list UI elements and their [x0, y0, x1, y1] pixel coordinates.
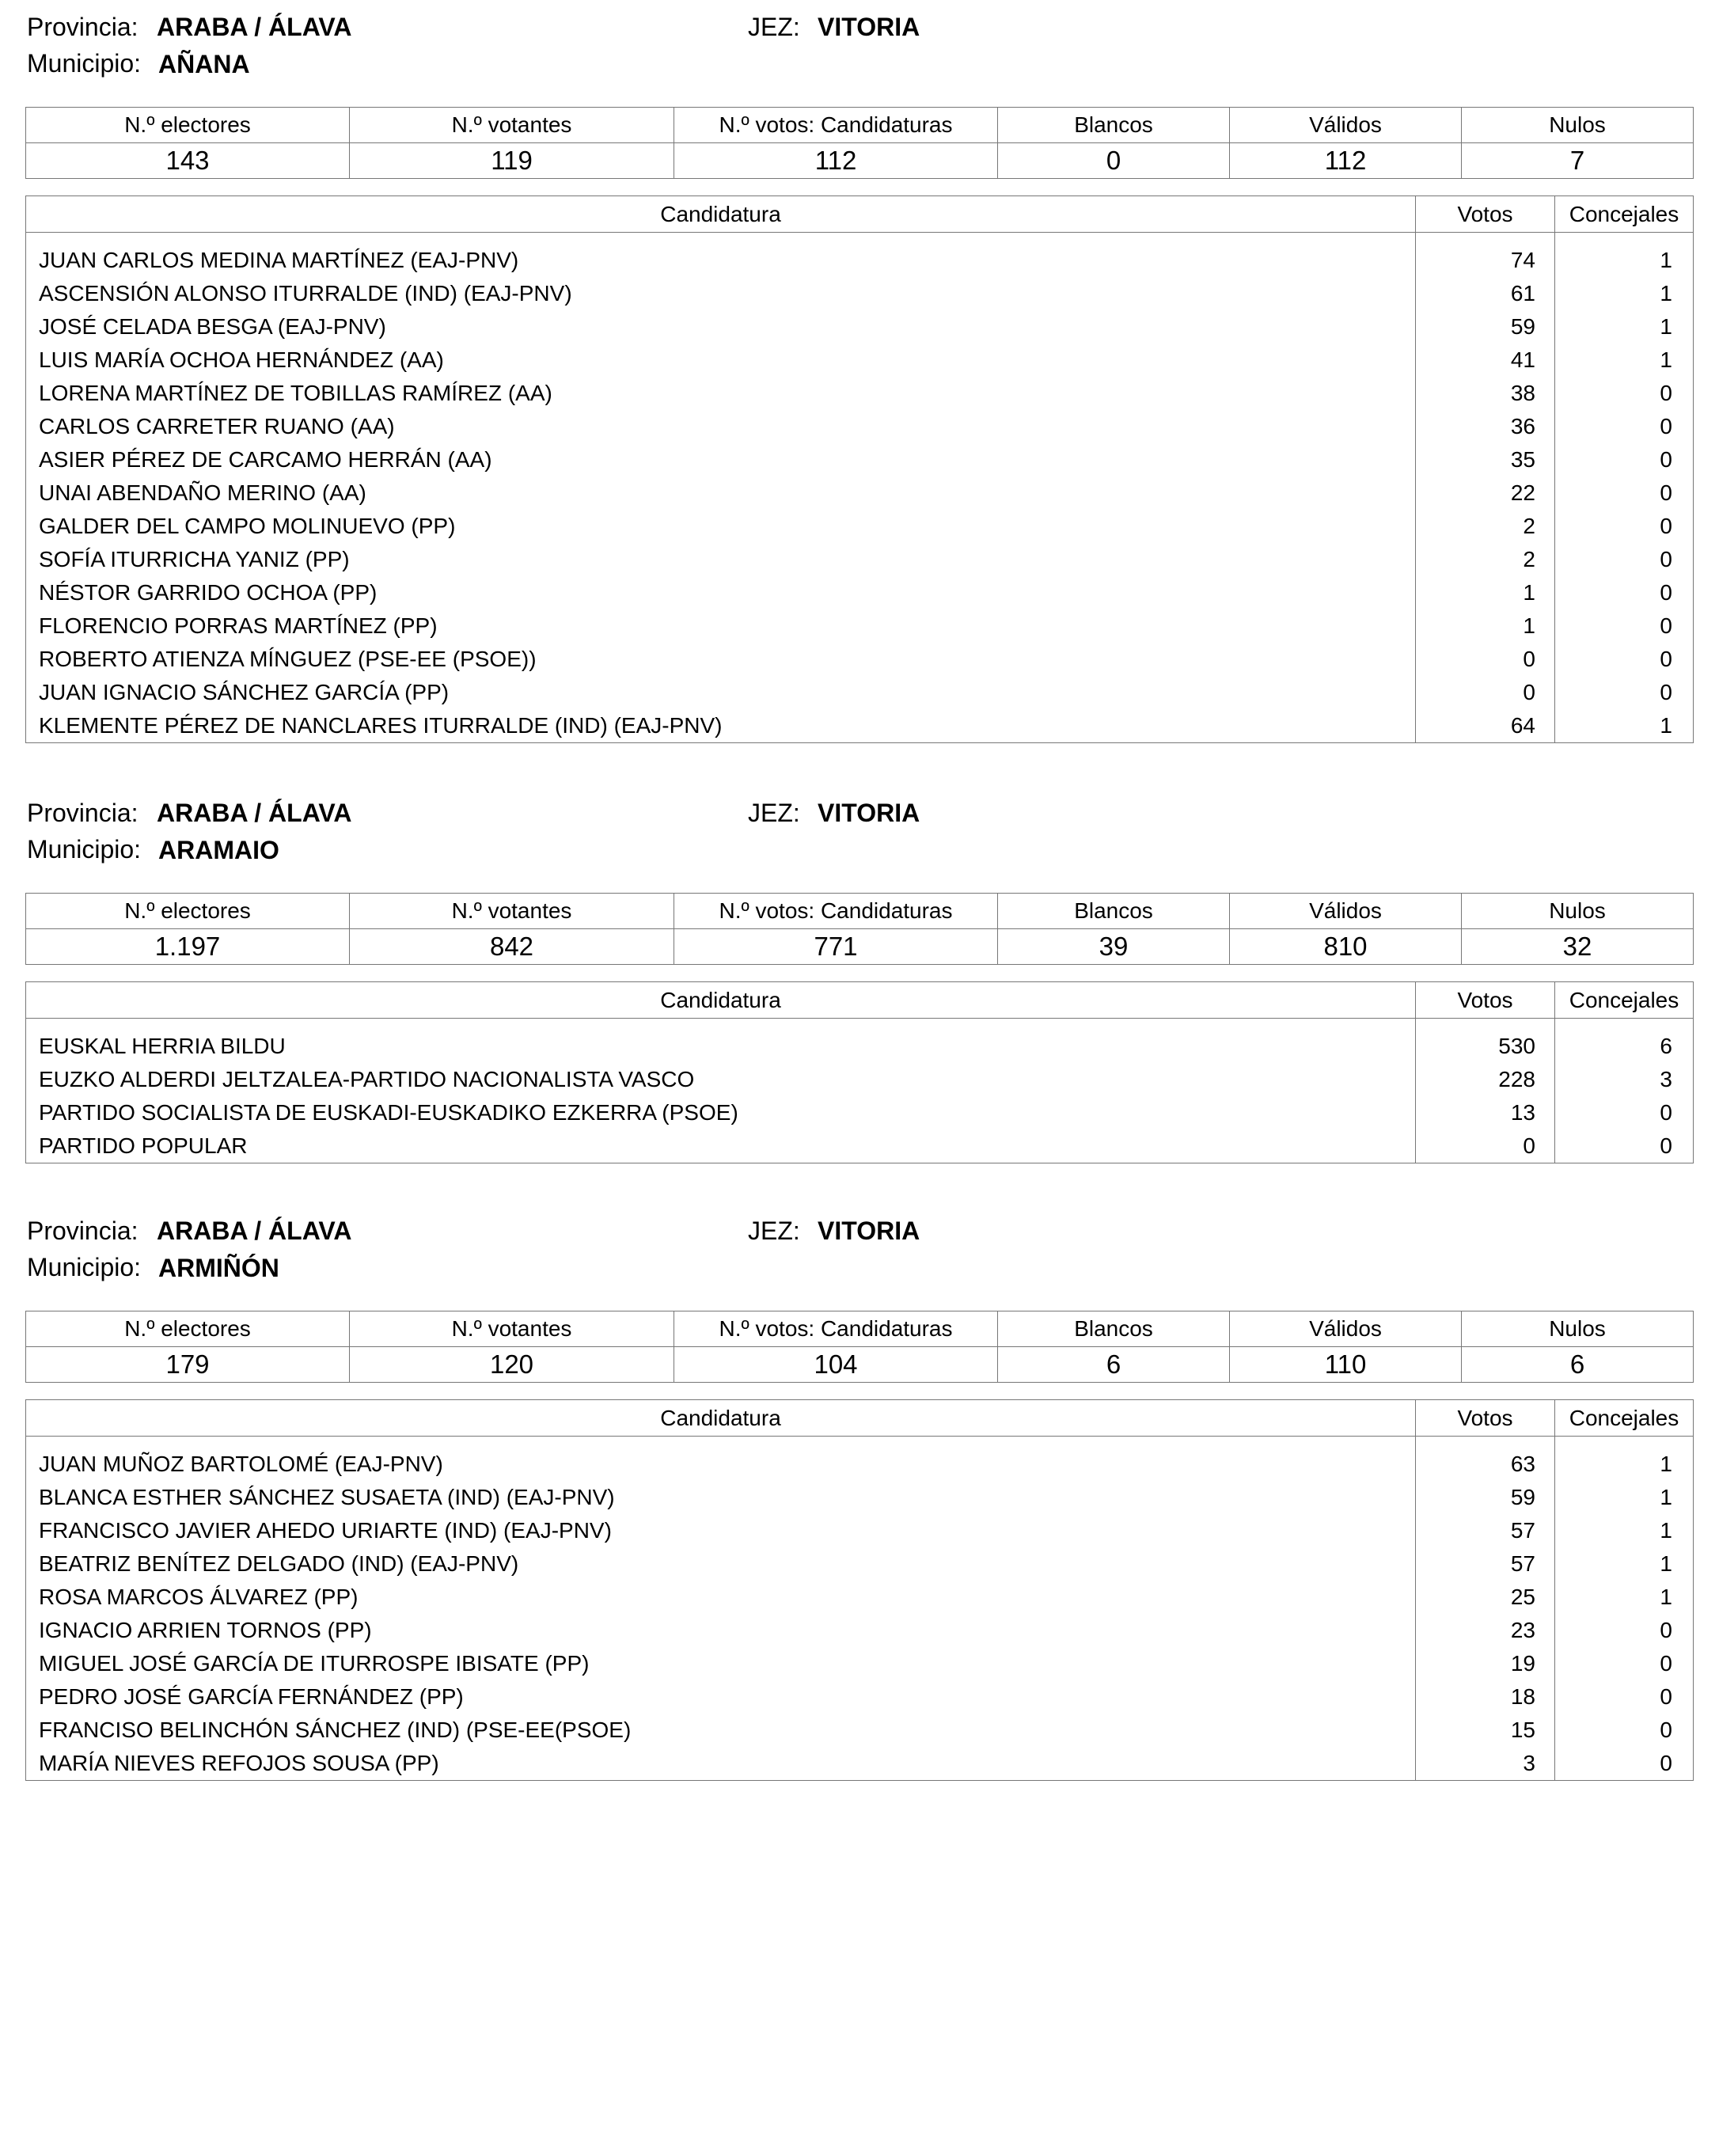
- candidate-seats: 0: [1555, 1647, 1694, 1680]
- candidatura-header: Candidatura: [26, 196, 1416, 233]
- validos-value: 810: [1230, 929, 1462, 965]
- candidate-row: [26, 576, 1694, 609]
- electores-value: 1.197: [26, 929, 350, 965]
- candidate-name: LUIS MARÍA OCHOA HERNÁNDEZ (AA): [26, 344, 1416, 377]
- candidate-row: [26, 1581, 1694, 1614]
- candidate-name: MIGUEL JOSÉ GARCÍA DE ITURROSPE IBISATE (PP): [26, 1647, 1416, 1680]
- candidate-row: [26, 410, 1694, 443]
- candidate-seats: 0: [1555, 1129, 1694, 1163]
- votos-candidaturas-header: N.º votos: Candidaturas: [674, 1311, 998, 1347]
- candidate-name: KLEMENTE PÉREZ DE NANCLARES ITURRALDE (IND) (EAJ-PNV): [26, 709, 1416, 743]
- candidate-row: [26, 233, 1694, 278]
- candidate-name: PARTIDO POPULAR: [26, 1129, 1416, 1163]
- candidate-row: [26, 510, 1694, 543]
- votos-header: Votos: [1416, 982, 1555, 1019]
- nulos-value: 7: [1462, 143, 1694, 179]
- votantes-value: 842: [350, 929, 674, 965]
- candidate-name: JOSÉ CELADA BESGA (EAJ-PNV): [26, 310, 1416, 344]
- provincia-value: ARABA / ÁLAVA: [157, 13, 352, 41]
- candidates-table: [25, 981, 1694, 1163]
- candidate-name: JUAN IGNACIO SÁNCHEZ GARCÍA (PP): [26, 676, 1416, 709]
- candidate-row: [26, 1714, 1694, 1747]
- blancos-value: 39: [998, 929, 1230, 965]
- candidate-seats: 0: [1555, 643, 1694, 676]
- blancos-value: 0: [998, 143, 1230, 179]
- candidate-seats: 0: [1555, 443, 1694, 476]
- candidate-row: [26, 377, 1694, 410]
- blancos-header: Blancos: [998, 1311, 1230, 1347]
- candidate-seats: 1: [1555, 344, 1694, 377]
- candidate-votes: 57: [1416, 1547, 1555, 1581]
- candidate-seats: 0: [1555, 510, 1694, 543]
- municipio-block: [0, 797, 1719, 1158]
- candidate-name: GALDER DEL CAMPO MOLINUEVO (PP): [26, 510, 1416, 543]
- candidate-row: [26, 1019, 1694, 1064]
- candidate-name: BEATRIZ BENÍTEZ DELGADO (IND) (EAJ-PNV): [26, 1547, 1416, 1581]
- candidates-table: [25, 1399, 1694, 1781]
- electores-header: N.º electores: [26, 108, 350, 143]
- candidate-name: ASIER PÉREZ DE CARCAMO HERRÁN (AA): [26, 443, 1416, 476]
- candidate-votes: 36: [1416, 410, 1555, 443]
- candidate-seats: 0: [1555, 609, 1694, 643]
- provincia-value: ARABA / ÁLAVA: [157, 1217, 352, 1245]
- candidate-name: JUAN MUÑOZ BARTOLOMÉ (EAJ-PNV): [26, 1437, 1416, 1482]
- candidate-row: [26, 1481, 1694, 1514]
- votantes-header: N.º votantes: [350, 108, 674, 143]
- candidate-votes: 57: [1416, 1514, 1555, 1547]
- votos-candidaturas-header: N.º votos: Candidaturas: [674, 894, 998, 929]
- candidate-seats: 1: [1555, 1581, 1694, 1614]
- candidate-votes: 2: [1416, 510, 1555, 543]
- candidate-row: [26, 543, 1694, 576]
- candidate-row: [26, 1547, 1694, 1581]
- candidate-votes: 0: [1416, 676, 1555, 709]
- municipio-label: Municipio:: [27, 1253, 142, 1281]
- candidate-votes: 3: [1416, 1747, 1555, 1781]
- electores-header: N.º electores: [26, 1311, 350, 1347]
- jez-value: VITORIA: [818, 799, 920, 827]
- validos-value: 110: [1230, 1347, 1462, 1383]
- candidate-name: FLORENCIO PORRAS MARTÍNEZ (PP): [26, 609, 1416, 643]
- candidate-row: [26, 443, 1694, 476]
- provincia-label: Provincia:: [27, 1217, 139, 1245]
- jez-value: VITORIA: [818, 1217, 920, 1245]
- candidate-row: [26, 344, 1694, 377]
- candidate-votes: 15: [1416, 1714, 1555, 1747]
- candidate-name: FRANCISO BELINCHÓN SÁNCHEZ (IND) (PSE-EE(PSOE): [26, 1714, 1416, 1747]
- votantes-header: N.º votantes: [350, 1311, 674, 1347]
- candidate-name: FRANCISCO JAVIER AHEDO URIARTE (IND) (EAJ-PNV): [26, 1514, 1416, 1547]
- candidate-votes: 64: [1416, 709, 1555, 743]
- votantes-header: N.º votantes: [350, 894, 674, 929]
- candidate-name: JUAN CARLOS MEDINA MARTÍNEZ (EAJ-PNV): [26, 233, 1416, 278]
- candidate-name: CARLOS CARRETER RUANO (AA): [26, 410, 1416, 443]
- candidate-votes: 1: [1416, 576, 1555, 609]
- candidate-row: [26, 1747, 1694, 1781]
- candidate-votes: 41: [1416, 344, 1555, 377]
- candidate-row: [26, 476, 1694, 510]
- candidate-name: IGNACIO ARRIEN TORNOS (PP): [26, 1614, 1416, 1647]
- validos-header: Válidos: [1230, 1311, 1462, 1347]
- candidate-row: [26, 1514, 1694, 1547]
- municipio-label: Municipio:: [27, 49, 142, 78]
- candidate-votes: 74: [1416, 233, 1555, 278]
- electores-header: N.º electores: [26, 894, 350, 929]
- candidate-seats: 0: [1555, 1680, 1694, 1714]
- candidate-votes: 2: [1416, 543, 1555, 576]
- candidate-name: UNAI ABENDAÑO MERINO (AA): [26, 476, 1416, 510]
- candidate-seats: 0: [1555, 1714, 1694, 1747]
- candidate-votes: 530: [1416, 1019, 1555, 1064]
- concejales-header: Concejales: [1555, 982, 1694, 1019]
- nulos-header: Nulos: [1462, 1311, 1694, 1347]
- electores-value: 143: [26, 143, 350, 179]
- nulos-value: 6: [1462, 1347, 1694, 1383]
- candidate-votes: 0: [1416, 643, 1555, 676]
- candidate-row: [26, 709, 1694, 743]
- candidate-votes: 63: [1416, 1437, 1555, 1482]
- candidate-votes: 59: [1416, 1481, 1555, 1514]
- candidate-votes: 25: [1416, 1581, 1555, 1614]
- candidate-name: NÉSTOR GARRIDO OCHOA (PP): [26, 576, 1416, 609]
- votantes-value: 120: [350, 1347, 674, 1383]
- municipio-label: Municipio:: [27, 835, 142, 864]
- candidate-name: PARTIDO SOCIALISTA DE EUSKADI-EUSKADIKO EZKERRA (PSOE): [26, 1096, 1416, 1129]
- jez-value: VITORIA: [818, 13, 920, 41]
- municipio-block: [0, 1215, 1719, 1775]
- votos-candidaturas-value: 104: [674, 1347, 998, 1383]
- votantes-value: 119: [350, 143, 674, 179]
- votos-header: Votos: [1416, 196, 1555, 233]
- candidate-votes: 19: [1416, 1647, 1555, 1680]
- votos-candidaturas-value: 771: [674, 929, 998, 965]
- candidate-name: MARÍA NIEVES REFOJOS SOUSA (PP): [26, 1747, 1416, 1781]
- votos-header: Votos: [1416, 1400, 1555, 1437]
- candidate-row: [26, 1614, 1694, 1647]
- candidate-seats: 0: [1555, 576, 1694, 609]
- candidate-row: [26, 1647, 1694, 1680]
- candidate-seats: 0: [1555, 1096, 1694, 1129]
- provincia-value: ARABA / ÁLAVA: [157, 799, 352, 827]
- candidate-seats: 1: [1555, 709, 1694, 743]
- candidate-seats: 1: [1555, 310, 1694, 344]
- blancos-header: Blancos: [998, 108, 1230, 143]
- municipio-value: ARAMAIO: [158, 836, 279, 864]
- candidate-seats: 0: [1555, 476, 1694, 510]
- candidate-seats: 1: [1555, 1437, 1694, 1482]
- candidate-seats: 6: [1555, 1019, 1694, 1064]
- candidate-row: [26, 1680, 1694, 1714]
- candidate-votes: 22: [1416, 476, 1555, 510]
- provincia-label: Provincia:: [27, 13, 139, 41]
- candidate-votes: 23: [1416, 1614, 1555, 1647]
- nulos-value: 32: [1462, 929, 1694, 965]
- blancos-value: 6: [998, 1347, 1230, 1383]
- candidate-name: SOFÍA ITURRICHA YANIZ (PP): [26, 543, 1416, 576]
- candidate-seats: 1: [1555, 233, 1694, 278]
- nulos-header: Nulos: [1462, 894, 1694, 929]
- candidate-row: [26, 1063, 1694, 1096]
- candidate-row: [26, 310, 1694, 344]
- votos-candidaturas-header: N.º votos: Candidaturas: [674, 108, 998, 143]
- candidate-name: EUZKO ALDERDI JELTZALEA-PARTIDO NACIONALISTA VASCO: [26, 1063, 1416, 1096]
- candidates-table: [25, 195, 1694, 743]
- candidatura-header: Candidatura: [26, 982, 1416, 1019]
- candidate-votes: 228: [1416, 1063, 1555, 1096]
- municipio-value: ARMIÑÓN: [158, 1254, 279, 1282]
- jez-label: JEZ:: [748, 1217, 800, 1245]
- candidate-votes: 1: [1416, 609, 1555, 643]
- candidate-votes: 61: [1416, 277, 1555, 310]
- candidate-row: [26, 277, 1694, 310]
- candidate-row: [26, 609, 1694, 643]
- jez-label: JEZ:: [748, 13, 800, 41]
- candidate-name: EUSKAL HERRIA BILDU: [26, 1019, 1416, 1064]
- municipio-block: [0, 11, 1719, 738]
- candidate-seats: 0: [1555, 676, 1694, 709]
- candidate-votes: 38: [1416, 377, 1555, 410]
- municipio-header: [0, 11, 1719, 98]
- candidate-seats: 0: [1555, 410, 1694, 443]
- candidate-row: [26, 1096, 1694, 1129]
- municipio-header: [0, 1215, 1719, 1302]
- validos-header: Válidos: [1230, 108, 1462, 143]
- concejales-header: Concejales: [1555, 1400, 1694, 1437]
- municipio-value: AÑANA: [158, 50, 250, 78]
- summary-table: [25, 107, 1694, 179]
- candidate-name: BLANCA ESTHER SÁNCHEZ SUSAETA (IND) (EAJ-PNV): [26, 1481, 1416, 1514]
- validos-header: Válidos: [1230, 894, 1462, 929]
- candidatura-header: Candidatura: [26, 1400, 1416, 1437]
- concejales-header: Concejales: [1555, 196, 1694, 233]
- provincia-label: Provincia:: [27, 799, 139, 827]
- candidate-votes: 13: [1416, 1096, 1555, 1129]
- electores-value: 179: [26, 1347, 350, 1383]
- municipio-header: [0, 797, 1719, 884]
- summary-table: [25, 1311, 1694, 1383]
- candidate-row: [26, 676, 1694, 709]
- candidate-seats: 0: [1555, 1747, 1694, 1781]
- candidate-seats: 1: [1555, 1547, 1694, 1581]
- votos-candidaturas-value: 112: [674, 143, 998, 179]
- candidate-seats: 3: [1555, 1063, 1694, 1096]
- candidate-seats: 1: [1555, 1514, 1694, 1547]
- candidate-name: ROBERTO ATIENZA MÍNGUEZ (PSE-EE (PSOE)): [26, 643, 1416, 676]
- summary-table: [25, 893, 1694, 965]
- candidate-votes: 59: [1416, 310, 1555, 344]
- jez-label: JEZ:: [748, 799, 800, 827]
- candidate-seats: 1: [1555, 1481, 1694, 1514]
- candidate-seats: 0: [1555, 543, 1694, 576]
- candidate-votes: 0: [1416, 1129, 1555, 1163]
- candidate-votes: 18: [1416, 1680, 1555, 1714]
- candidate-seats: 0: [1555, 377, 1694, 410]
- nulos-header: Nulos: [1462, 108, 1694, 143]
- candidate-seats: 0: [1555, 1614, 1694, 1647]
- validos-value: 112: [1230, 143, 1462, 179]
- candidate-row: [26, 643, 1694, 676]
- candidate-seats: 1: [1555, 277, 1694, 310]
- candidate-name: ROSA MARCOS ÁLVAREZ (PP): [26, 1581, 1416, 1614]
- candidate-row: [26, 1129, 1694, 1163]
- blancos-header: Blancos: [998, 894, 1230, 929]
- candidate-row: [26, 1437, 1694, 1482]
- candidate-name: PEDRO JOSÉ GARCÍA FERNÁNDEZ (PP): [26, 1680, 1416, 1714]
- candidate-name: LORENA MARTÍNEZ DE TOBILLAS RAMÍREZ (AA): [26, 377, 1416, 410]
- candidate-votes: 35: [1416, 443, 1555, 476]
- candidate-name: ASCENSIÓN ALONSO ITURRALDE (IND) (EAJ-PNV): [26, 277, 1416, 310]
